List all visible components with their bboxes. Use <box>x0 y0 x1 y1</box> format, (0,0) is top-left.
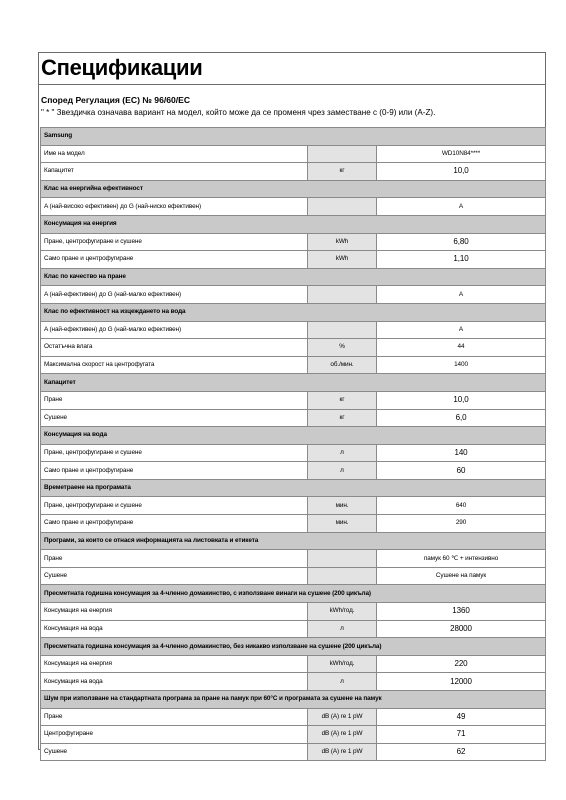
title-box <box>39 53 545 85</box>
section-header-row <box>41 268 546 286</box>
table-row <box>41 233 546 251</box>
section-header-label: Клас по ефективност на изцеждането на вода <box>41 303 546 321</box>
spec-label: A (най-ефективен) до G (най-малко ефективен) <box>41 286 308 304</box>
spec-value: A <box>377 198 546 216</box>
spec-label: Пране, центрофугиране и сушене <box>41 444 308 462</box>
table-row <box>41 321 546 339</box>
spec-label: Консумация на вода <box>41 673 308 691</box>
spec-table <box>40 127 546 761</box>
table-row <box>41 356 546 374</box>
spec-unit: dB (A) re 1 pW <box>308 743 377 761</box>
spec-label: Остатъчна влага <box>41 339 308 357</box>
spec-unit: kWh <box>308 251 377 269</box>
table-row <box>41 462 546 480</box>
spec-label: A (най-ефективен) до G (най-малко ефективен) <box>41 321 308 339</box>
table-row <box>41 409 546 427</box>
section-header-row <box>41 585 546 603</box>
table-row <box>41 163 546 181</box>
section-header-label: Пресметната годишна консумация за 4-членно домакинство, с използване винаги на сушене (200 цикъла) <box>41 585 546 603</box>
regulation-block <box>39 85 545 125</box>
spec-value: 6,80 <box>377 233 546 251</box>
spec-label: Пране <box>41 391 308 409</box>
section-header-label: Клас по качество на пране <box>41 268 546 286</box>
spec-value: 10,0 <box>377 163 546 181</box>
spec-label: Име на модел <box>41 145 308 163</box>
section-header-row <box>41 427 546 445</box>
spec-table-body <box>41 128 546 761</box>
spec-label: Само пране и центрофугиране <box>41 251 308 269</box>
spec-value: памук 60 ℃ + интензивно <box>377 550 546 568</box>
spec-unit: kWh/год. <box>308 655 377 673</box>
spec-unit <box>308 550 377 568</box>
table-row <box>41 567 546 585</box>
spec-label: Пране <box>41 550 308 568</box>
spec-value: A <box>377 286 546 304</box>
table-row <box>41 673 546 691</box>
spec-unit: л <box>308 462 377 480</box>
spec-unit: кг <box>308 409 377 427</box>
table-row <box>41 198 546 216</box>
spec-value: 62 <box>377 743 546 761</box>
spec-unit <box>308 286 377 304</box>
spec-unit <box>308 567 377 585</box>
table-row <box>41 145 546 163</box>
spec-label: Пране, центрофугиране и сушене <box>41 497 308 515</box>
section-header-row <box>41 215 546 233</box>
table-row <box>41 391 546 409</box>
spec-unit: dB (A) re 1 pW <box>308 726 377 744</box>
spec-value: 6,0 <box>377 409 546 427</box>
spec-unit: кг <box>308 163 377 181</box>
table-row <box>41 444 546 462</box>
spec-label: Сушене <box>41 567 308 585</box>
section-header-row <box>41 374 546 392</box>
section-header-row <box>41 638 546 656</box>
section-header-label: Програми, за които се отнася информацията на листовката и етикета <box>41 532 546 550</box>
spec-label: Само пране и центрофугиране <box>41 515 308 533</box>
table-row <box>41 603 546 621</box>
spec-label: Капацитет <box>41 163 308 181</box>
section-header-row <box>41 691 546 709</box>
section-header-label: Капацитет <box>41 374 546 392</box>
spec-unit <box>308 321 377 339</box>
spec-sheet <box>38 52 546 757</box>
section-header-row <box>41 532 546 550</box>
spec-value: 1400 <box>377 356 546 374</box>
spec-label: Пране, центрофугиране и сушене <box>41 233 308 251</box>
spec-value: 60 <box>377 462 546 480</box>
spec-label: Сушене <box>41 743 308 761</box>
table-row <box>41 497 546 515</box>
spec-value: 140 <box>377 444 546 462</box>
table-row <box>41 339 546 357</box>
spec-unit: л <box>308 444 377 462</box>
section-header-label: Консумация на енергия <box>41 215 546 233</box>
section-header-label: Консумация на вода <box>41 427 546 445</box>
spec-unit: об./мин. <box>308 356 377 374</box>
spec-value: 1360 <box>377 603 546 621</box>
section-header-label: Пресметната годишна консумация за 4-членно домакинство, без никакво използване на сушене (200 цикъла) <box>41 638 546 656</box>
spec-unit: % <box>308 339 377 357</box>
spec-label: A (най-високо ефективен) до G (най-ниско ефективен) <box>41 198 308 216</box>
spec-unit: л <box>308 673 377 691</box>
spec-unit: dB (A) re 1 pW <box>308 708 377 726</box>
spec-unit <box>308 198 377 216</box>
table-row <box>41 251 546 269</box>
spec-label: Консумация на вода <box>41 620 308 638</box>
table-row <box>41 620 546 638</box>
spec-value: Сушене на памук <box>377 567 546 585</box>
spec-label: Пране <box>41 708 308 726</box>
spec-unit: л <box>308 620 377 638</box>
regulation-title: Според Регулация (ЕС) № 96/60/ЕС <box>41 95 191 105</box>
spec-value: 44 <box>377 339 546 357</box>
spec-label: Само пране и центрофугиране <box>41 462 308 480</box>
spec-label: Консумация на енергия <box>41 603 308 621</box>
section-header-label: Времетраене на програмата <box>41 479 546 497</box>
regulation-note: " * " Звездичка означава вариант на модел, който може да се променя чрез заместване с (0-9) или (A-Z). <box>41 108 436 117</box>
spec-value: A <box>377 321 546 339</box>
spec-value: 10,0 <box>377 391 546 409</box>
spec-value: 220 <box>377 655 546 673</box>
table-row <box>41 515 546 533</box>
spec-unit: кг <box>308 391 377 409</box>
table-row <box>41 655 546 673</box>
table-row <box>41 743 546 761</box>
spec-unit: kWh/год. <box>308 603 377 621</box>
page-title: Спецификации <box>41 55 203 80</box>
section-header-row <box>41 479 546 497</box>
spec-unit: мин. <box>308 515 377 533</box>
section-header-row <box>41 128 546 146</box>
spec-value: 640 <box>377 497 546 515</box>
spec-unit <box>308 145 377 163</box>
section-header-label: Samsung <box>41 128 546 146</box>
section-header-row <box>41 303 546 321</box>
section-header-label: Клас на енергийна ефективност <box>41 180 546 198</box>
spec-value: 49 <box>377 708 546 726</box>
section-header-row <box>41 180 546 198</box>
table-row <box>41 286 546 304</box>
spec-value: 71 <box>377 726 546 744</box>
spec-unit: мин. <box>308 497 377 515</box>
table-row <box>41 726 546 744</box>
spec-label: Центрофугиране <box>41 726 308 744</box>
spec-label: Максимална скорост на центрофугата <box>41 356 308 374</box>
table-row <box>41 708 546 726</box>
spec-unit: kWh <box>308 233 377 251</box>
spec-value: 12000 <box>377 673 546 691</box>
spec-value: 1,10 <box>377 251 546 269</box>
spec-label: Сушене <box>41 409 308 427</box>
table-row <box>41 550 546 568</box>
spec-label: Консумация на енергия <box>41 655 308 673</box>
section-header-label: Шум при използване на стандартната програма за пране на памук при 60°C и програмата за сушене на памук <box>41 691 546 709</box>
spec-value: WD10N84**** <box>377 145 546 163</box>
spec-value: 290 <box>377 515 546 533</box>
spec-value: 28000 <box>377 620 546 638</box>
